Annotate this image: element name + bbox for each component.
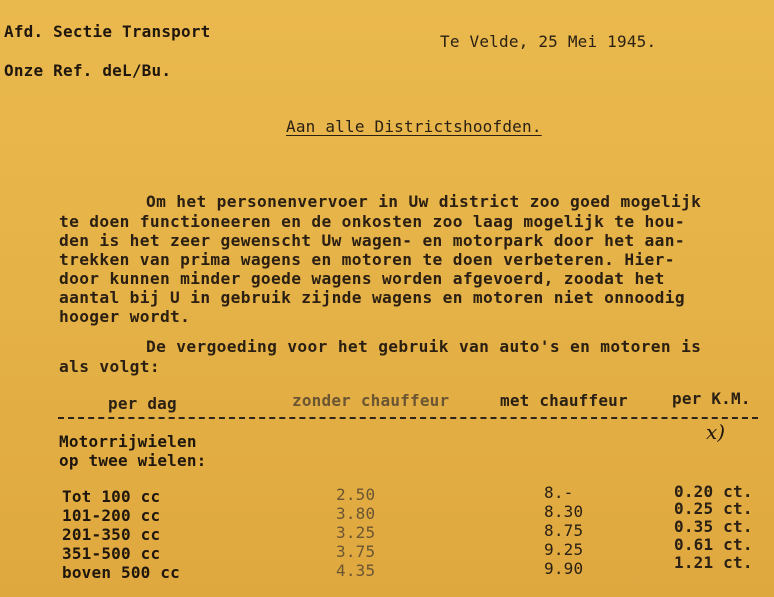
place-date: Te Velde, 25 Mei 1945. [440,32,657,51]
paragraph-1-line-4: trekken van prima wagens en motoren te doen verbeteren. Hier- [59,250,675,269]
row-zonder: 3.75 [336,542,376,561]
category-line-1: Motorrijwielen [59,432,197,451]
row-met: 8.- [544,483,574,502]
row-met: 8.30 [544,502,584,521]
department-line: Afd. Sectie Transport [4,22,211,41]
paragraph-1-line-5: door kunnen minder goede wagens worden afgevoerd, zoodat het [59,269,665,288]
document-title: Aan alle Districtshoofden. [286,117,542,136]
paragraph-1-line-1: Om het personenvervoer in Uw district zoo goed mogelijk [146,192,702,211]
row-label: boven 500 cc [62,563,180,582]
row-met: 9.25 [544,540,584,559]
row-per-km: 0.25 ct. [674,499,753,518]
header-met-chauffeur: met chauffeur [500,391,628,410]
row-zonder: 4.35 [336,561,376,580]
row-per-km: 1.21 ct. [674,553,753,572]
paragraph-2-line-2: als volgt: [59,357,160,376]
reference-line: Onze Ref. deL/Bu. [4,61,172,80]
row-zonder: 3.80 [336,504,376,523]
paragraph-1-line-7: hooger wordt. [59,307,191,326]
row-zonder: 2.50 [336,485,376,504]
row-met: 8.75 [544,521,584,540]
paragraph-1-line-2: te doen functioneeren en de onkosten zoo laag mogelijk te hou- [59,212,685,231]
row-met: 9.90 [544,559,584,578]
header-zonder-chauffeur: zonder chauffeur [292,391,450,410]
paragraph-1-line-6: aantal bij U in gebruik zijnde wagens en motoren niet onnoodig [59,288,685,307]
paragraph-1-line-3: den is het zeer gewenscht Uw wagen- en motorpark door het aan- [59,231,685,250]
footnote-mark: x) [706,420,726,444]
row-per-km: 0.61 ct. [674,535,753,554]
row-zonder: 3.25 [336,523,376,542]
row-per-km: 0.20 ct. [674,482,753,501]
row-per-km: 0.35 ct. [674,517,753,536]
table-divider [58,417,758,419]
row-label: Tot 100 cc [62,487,161,506]
header-per-km: per K.M. [672,389,751,408]
category-line-2: op twee wielen: [59,451,207,470]
paragraph-2-line-1: De vergoeding voor het gebruik van auto's en motoren is [146,337,702,356]
header-per-dag: per dag [108,394,177,413]
row-label: 351-500 cc [62,544,161,563]
row-label: 201-350 cc [62,525,161,544]
row-label: 101-200 cc [62,506,161,525]
